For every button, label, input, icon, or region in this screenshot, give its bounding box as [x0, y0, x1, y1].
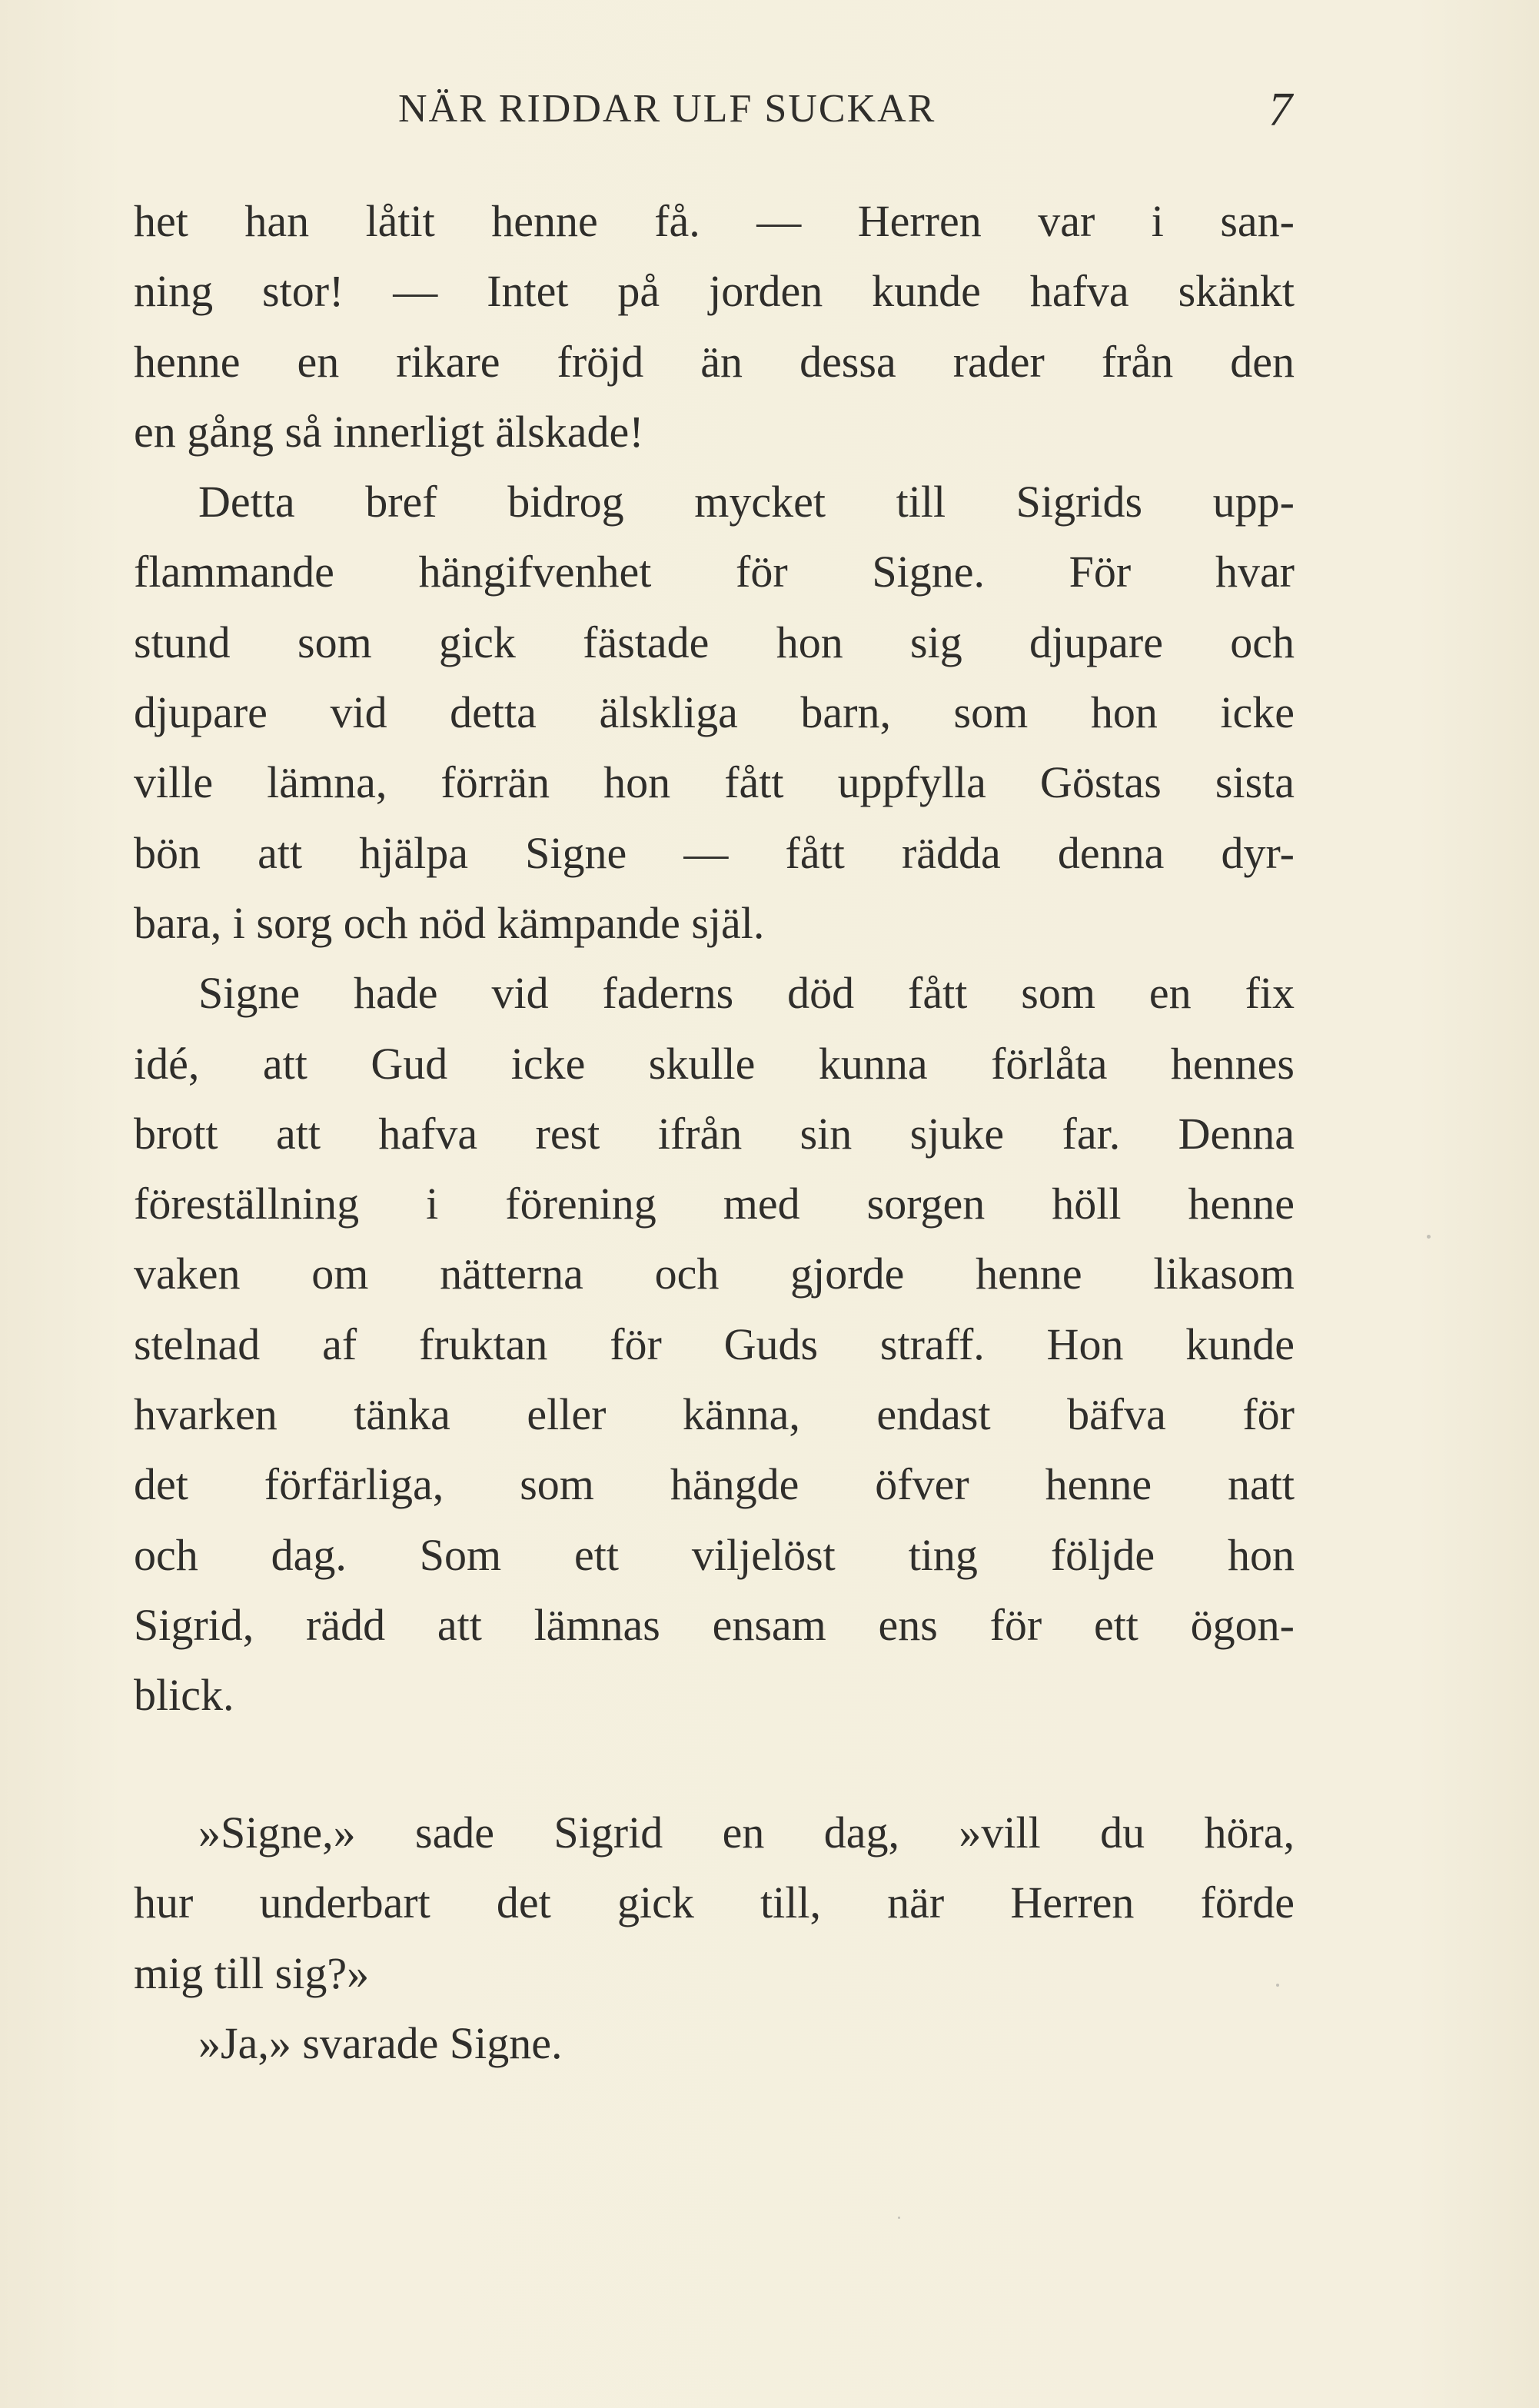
text-line: idé, att Gud icke skulle kunna förlåta hennes	[134, 1038, 1295, 1089]
text-line: vaken om nätterna och gjorde henne likasom	[134, 1249, 1295, 1299]
text-line: blick.	[134, 1670, 234, 1721]
main-text-block	[134, 186, 1295, 1731]
dialogue-text-block	[134, 1798, 1295, 2078]
text-line: ville lämna, förrän hon fått uppfylla Göstas sista	[134, 757, 1295, 808]
text-line: Detta bref bidrog mycket till Sigrids upp-	[198, 477, 1295, 527]
text-line: och dag. Som ett viljelöst ting följde hon	[134, 1529, 1295, 1580]
page-number: 7	[1268, 84, 1292, 136]
text-line: »Ja,» svarade Signe.	[198, 2017, 563, 2068]
running-title: NÄR RIDDAR ULF SUCKAR	[398, 87, 936, 131]
text-line: »Signe,» sade Sigrid en dag, »vill du höra,	[198, 1808, 1295, 1858]
text-line: henne en rikare fröjd än dessa rader från den	[134, 336, 1295, 387]
text-line: stelnad af fruktan för Guds straff. Hon kunde	[134, 1319, 1295, 1369]
text-line: stund som gick fästade hon sig djupare och	[134, 617, 1295, 667]
text-line: flammande hängifvenhet för Signe. För hvar	[134, 547, 1295, 597]
text-line: hur underbart det gick till, när Herren förde	[134, 1878, 1295, 1928]
text-line: föreställning i förening med sorgen höll henne	[134, 1179, 1295, 1229]
text-line: bara, i sorg och nöd kämpande själ.	[134, 897, 765, 948]
text-line: brott att hafva rest ifrån sin sjuke far. Denna	[134, 1108, 1295, 1159]
paper-speck	[1276, 1984, 1279, 1987]
text-line: djupare vid detta älskliga barn, som hon icke	[134, 687, 1295, 738]
text-line: en gång så innerligt älskade!	[134, 406, 644, 457]
text-line: Signe hade vid faderns död fått som en fix	[198, 968, 1295, 1019]
text-line: het han låtit henne få. — Herren var i san-	[134, 196, 1295, 246]
text-line: hvarken tänka eller känna, endast bäfva för	[134, 1389, 1295, 1440]
text-line: Sigrid, rädd att lämnas ensam ens för ett ögon-	[134, 1599, 1295, 1650]
text-line: mig till sig?»	[134, 1947, 370, 1998]
paper-speck	[898, 2217, 900, 2219]
paper-speck	[1427, 1235, 1431, 1239]
text-line: ning stor! — Intet på jorden kunde hafva skänkt	[134, 266, 1295, 317]
text-line: det förfärliga, som hängde öfver henne natt	[134, 1459, 1295, 1510]
text-line: bön att hjälpa Signe — fått rädda denna dyr-	[134, 827, 1295, 878]
